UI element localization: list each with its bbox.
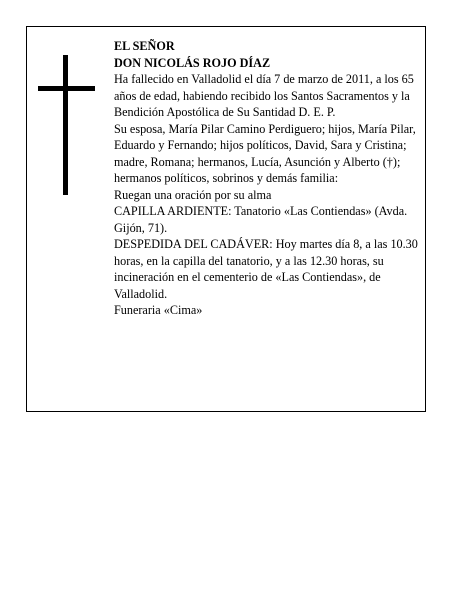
prayer-request: Ruegan una oración por su alma	[114, 187, 272, 202]
title-line-1: EL SEÑOR	[114, 39, 175, 53]
family-list: Su esposa, María Pilar Camino Perdiguero; hijos, María Pilar, Eduardo y Fernando; hijos políticos, David, Sara y Cristina; madre, Romana; hermanos, Lucía, Asunción y Alberto (†); hermanos políticos, sobrinos y demás familia:	[114, 121, 416, 185]
cross-vertical-bar	[63, 55, 68, 195]
deceased-name: DON NICOLÁS ROJO DÍAZ	[114, 55, 271, 70]
farewell-info: DESPEDIDA DEL CADÁVER: Hoy martes día 8, a las 10.30 horas, en la capilla del tanatorio, y a las 12.30 horas, su incineración en el cementerio de «Las Contiendas», de Valladolid.	[114, 237, 418, 301]
death-announcement: Ha fallecido en Valladolid el día 7 de marzo de 2011, a los 65 años de edad, habiendo recibido los Santos Sacramentos y la Bendición Apostólica de Su Santidad D. E. P.	[114, 72, 414, 119]
chapel-info: CAPILLA ARDIENTE: Tanatorio «Las Contiendas» (Avda. Gijón, 71).	[114, 204, 408, 235]
funeral-home: Funeraria «Cima»	[114, 303, 203, 317]
cross-horizontal-bar	[38, 86, 95, 91]
obituary-text	[114, 38, 420, 319]
